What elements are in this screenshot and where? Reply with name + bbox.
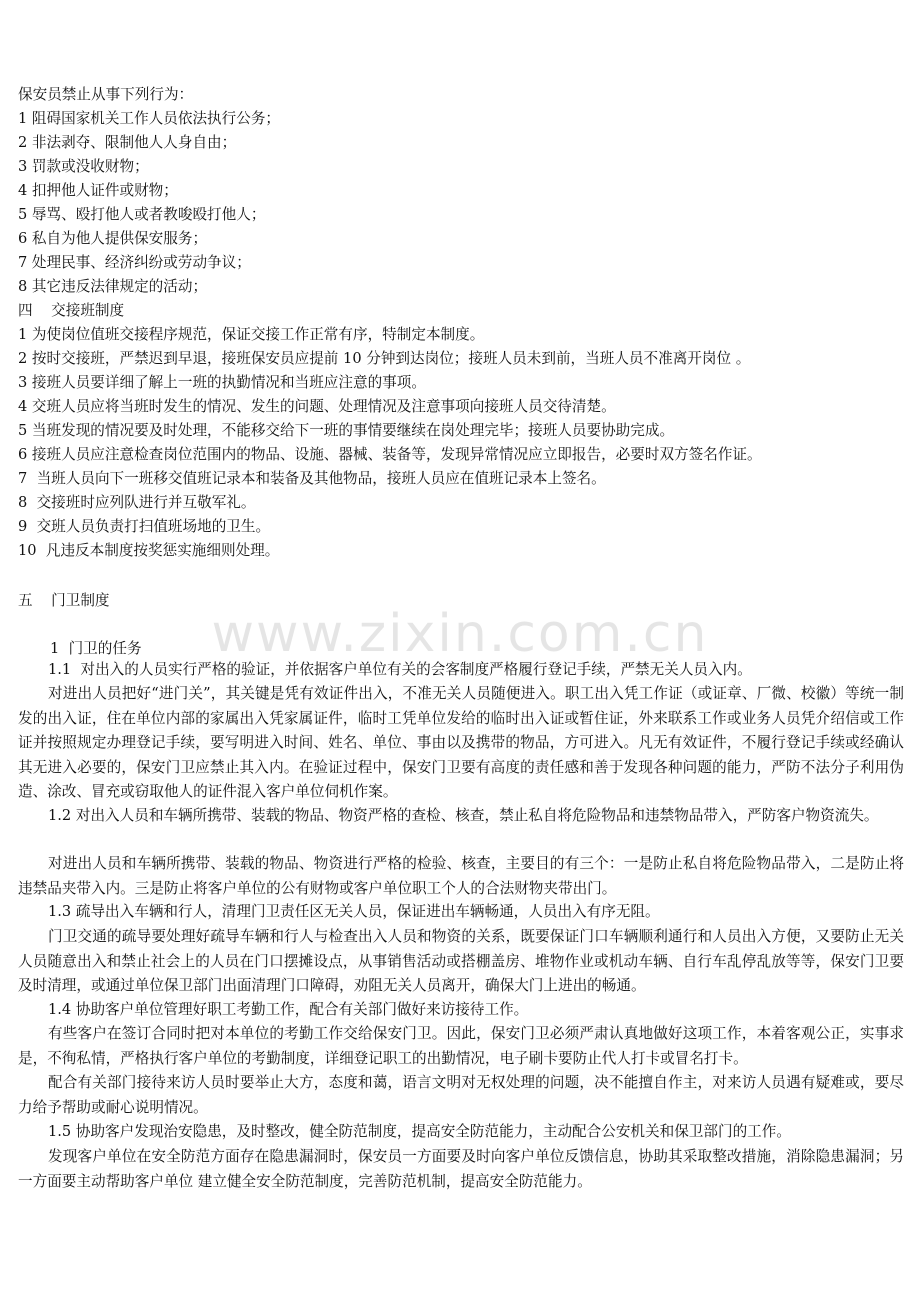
section-four-item: 4 交班人员应将当班时发生的情况、发生的问题、处理情况及注意事项向接班人员交待清楚。 [18,398,616,415]
paragraph: 1.1 对出入的人员实行严格的验证，并依据客户单位有关的会客制度严格履行登记手续，严禁无关人员入内。 [48,661,752,678]
section-four-item: 2 按时交接班，严禁迟到早退，接班保安员应提前 10 分钟到达岗位；接班人员未到前，当班人员不准离开岗位 。 [18,350,751,367]
section-five-subheading: 1 门卫的任务 [50,640,142,657]
section-four-item: 5 当班发现的情况要及时处理，不能移交给下一班的事情要继续在岗处理完毕；接班人员要协助完成。 [18,422,675,439]
watermark: www.zixin.com.cn [211,604,709,664]
section-four-item: 7 当班人员向下一班移交值班记录本和装备及其他物品，接班人员应在值班记录本上签名。 [18,470,606,487]
prohibited-item: 8 其它违反法律规定的活动； [18,278,208,295]
paragraph: 发现客户单位在安全防范方面存在隐患漏洞时，保安员一方面要及时向客户单位反馈信息，协助其采取整改措施，消除隐患漏洞；另一方面要主动帮助客户单位 建立健全安全防范制度，完善防范机制，提高安全防范能力。 [18,1148,904,1190]
prohibited-heading: 保安员禁止从事下列行为： [18,86,194,103]
section-four-item: 1 为使岗位值班交接程序规范，保证交接工作正常有序，特制定本制度。 [18,326,485,343]
section-four-item: 9 交班人员负责打扫值班场地的卫生。 [18,518,271,535]
section-four-item: 8 交接班时应列队进行并互敬军礼。 [18,494,256,511]
section-five-heading: 五 门卫制度 [18,592,110,609]
paragraph: 1.4 协助客户单位管理好职工考勤工作，配合有关部门做好来访接待工作。 [48,1001,529,1018]
paragraph: 门卫交通的疏导要处理好疏导车辆和行人与检查出入人员和物资的关系，既要保证门口车辆顺利通行和人员出入方便，又要防止无关人员随意出入和禁止社会上的人员在门口摆摊设点，从事销售活动或搭棚盖房、堆物作业或机动车辆、自行车乱停乱放等等，保安门卫要及时清理，或通过单位保卫部门出面清理门口障碍，劝阻无关人员离开，确保大门上进出的畅通。 [18,928,904,994]
paragraph: 1.2 对出入人员和车辆所携带、装载的物品、物资严格的查检、核查，禁止私自将危险物品和违禁物品带入，严防客户物资流失。 [48,807,879,824]
prohibited-item: 5 辱骂、殴打他人或者教唆殴打他人； [18,206,266,223]
paragraph: 1.3 疏导出入车辆和行人，清理门卫责任区无关人员，保证进出车辆畅通，人员出入有序无阻。 [48,903,660,920]
section-four-heading: 四 交接班制度 [18,302,125,319]
section-four-item: 10 凡违反本制度按奖惩实施细则处理。 [18,542,280,559]
paragraph: 有些客户在签订合同时把对本单位的考勤工作交给保安门卫。因此，保安门卫必须严肃认真地做好这项工作，本着客观公正，实事求是，不徇私情，严格执行客户单位的考勤制度，详细登记职工的出勤情况，电子刷卡要防止代人打卡或冒名打卡。 [18,1025,904,1067]
paragraph: 对进出人员和车辆所携带、装载的物品、物资进行严格的检验、核查，主要目的有三个：一是防止私自将危险物品带入，二是防止将违禁品夹带入内。三是防止将客户单位的公有财物或客户单位职工个人的合法财物夹带出门。 [18,855,904,897]
section-four-item: 6 接班人员应注意检查岗位范围内的物品、设施、器械、装备等，发现异常情况应立即报告，必要时双方签名作证。 [18,446,762,463]
prohibited-item: 4 扣押他人证件或财物； [18,182,178,199]
prohibited-item: 6 私自为他人提供保安服务； [18,230,208,247]
prohibited-item: 7 处理民事、经济纠纷或劳动争议； [18,254,251,271]
prohibited-item: 2 非法剥夺、限制他人人身自由； [18,134,237,151]
prohibited-item: 1 阻碍国家机关工作人员依法执行公务； [18,110,281,127]
prohibited-item: 3 罚款或没收财物； [18,158,149,175]
section-four-item: 3 接班人员要详细了解上一班的执勤情况和当班应注意的事项。 [18,374,426,391]
paragraph: 对进出人员把好“进门关”，其关键是凭有效证件出入，不准无关人员随便进入。职工出入凭工作证（或证章、厂微、校徽）等统一制发的出入证，住在单位内部的家属出入凭家属证件，临时工凭单位发给的临时出入证或暂住证，外来联系工作或业务人员凭介绍信或工作证并按照规定办理登记手续，要写明进入时间、姓名、单位、事由以及携带的物品，方可进入。凡无有效证件，不履行登记手续或经确认其无进入必要的，保安门卫应禁止其入内。在验证过程中，保安门卫要有高度的责任感和善于发现各种问题的能力，严防不法分子利用伪造、涂改、冒充或窃取他人的证件混入客户单位伺机作案。 [18,685,904,800]
paragraph: 1.5 协助客户发现治安隐患，及时整改，健全防范制度，提高安全防范能力，主动配合公安机关和保卫部门的工作。 [48,1123,791,1140]
paragraph: 配合有关部门接待来访人员时要举止大方，态度和蔼，语言文明对无权处理的问题，决不能擅自作主，对来访人员遇有疑难或，要尽力给予帮助或耐心说明情况。 [18,1074,904,1116]
